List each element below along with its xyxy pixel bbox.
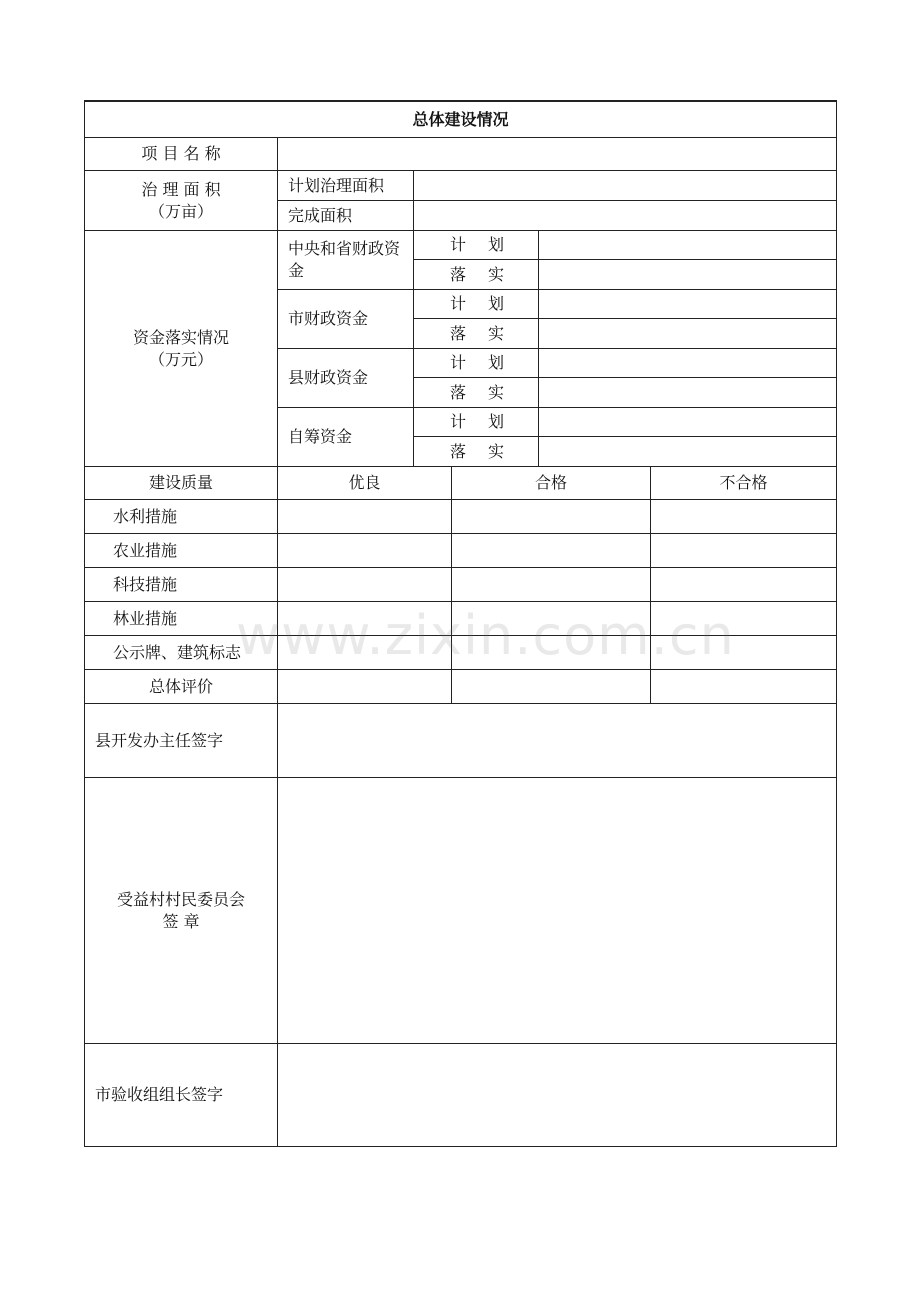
quality-row-label: 水利措施 bbox=[85, 500, 278, 534]
fund-source-self: 自筹资金 bbox=[278, 408, 414, 467]
quality-cell[interactable] bbox=[651, 500, 837, 534]
central-plan-field[interactable] bbox=[539, 231, 837, 260]
quality-row-label: 科技措施 bbox=[85, 568, 278, 602]
self-actual-field[interactable] bbox=[539, 437, 837, 467]
funds-label bbox=[85, 231, 278, 467]
quality-cell[interactable] bbox=[452, 670, 651, 704]
quality-cell[interactable] bbox=[278, 534, 452, 568]
quality-cell[interactable] bbox=[452, 636, 651, 670]
area-label-text: 治 理 面 积 bbox=[141, 179, 221, 199]
planned-area-field[interactable] bbox=[414, 171, 837, 201]
actual-label: 落 实 bbox=[414, 437, 539, 467]
quality-cell[interactable] bbox=[278, 636, 452, 670]
village-committee-line2: 签 章 bbox=[162, 911, 200, 931]
quality-cell[interactable] bbox=[452, 602, 651, 636]
quality-cell[interactable] bbox=[278, 500, 452, 534]
fund-source-central: 中央和省财政资金 bbox=[278, 231, 414, 290]
quality-cell[interactable] bbox=[651, 534, 837, 568]
quality-row-label: 农业措施 bbox=[85, 534, 278, 568]
actual-label: 落 实 bbox=[414, 260, 539, 290]
project-name-field[interactable] bbox=[278, 138, 837, 171]
area-unit: （万亩） bbox=[148, 201, 213, 221]
area-label bbox=[85, 171, 278, 231]
quality-col-pass: 合格 bbox=[452, 467, 651, 500]
funds-unit: （万元） bbox=[148, 349, 213, 369]
quality-cell[interactable] bbox=[651, 602, 837, 636]
county-director-signature-label: 县开发办主任签字 bbox=[85, 704, 278, 778]
quality-row-label: 林业措施 bbox=[85, 602, 278, 636]
completed-area-field[interactable] bbox=[414, 201, 837, 231]
quality-cell[interactable] bbox=[452, 500, 651, 534]
project-name-label: 项 目 名 称 bbox=[85, 138, 278, 171]
plan-label: 计 划 bbox=[414, 408, 539, 437]
city-leader-signature-label: 市验收组组长签字 bbox=[85, 1044, 278, 1147]
quality-cell[interactable] bbox=[452, 568, 651, 602]
watermark: www.zixin.com.cn bbox=[236, 604, 735, 667]
quality-row-label: 总体评价 bbox=[85, 670, 278, 704]
city-plan-field[interactable] bbox=[539, 290, 837, 319]
quality-cell[interactable] bbox=[651, 636, 837, 670]
quality-cell[interactable] bbox=[651, 670, 837, 704]
quality-cell[interactable] bbox=[452, 534, 651, 568]
quality-cell[interactable] bbox=[651, 568, 837, 602]
planned-area-label: 计划治理面积 bbox=[278, 171, 414, 201]
village-committee-label bbox=[85, 778, 278, 1044]
fund-source-city: 市财政资金 bbox=[278, 290, 414, 349]
city-actual-field[interactable] bbox=[539, 319, 837, 349]
plan-label: 计 划 bbox=[414, 231, 539, 260]
central-actual-field[interactable] bbox=[539, 260, 837, 290]
quality-row-label: 公示牌、建筑标志 bbox=[85, 636, 278, 670]
quality-cell[interactable] bbox=[278, 568, 452, 602]
village-committee-line1: 受益村村民委员会 bbox=[116, 889, 245, 909]
plan-label: 计 划 bbox=[414, 290, 539, 319]
completed-area-label: 完成面积 bbox=[278, 201, 414, 231]
plan-label: 计 划 bbox=[414, 349, 539, 378]
quality-col-fail: 不合格 bbox=[651, 467, 837, 500]
county-plan-field[interactable] bbox=[539, 349, 837, 378]
fund-source-county: 县财政资金 bbox=[278, 349, 414, 408]
funds-label-text: 资金落实情况 bbox=[132, 327, 229, 347]
form-title: 总体建设情况 bbox=[85, 101, 837, 138]
quality-cell[interactable] bbox=[278, 602, 452, 636]
quality-col-excellent: 优良 bbox=[278, 467, 452, 500]
village-committee-seal-field[interactable] bbox=[278, 778, 837, 1044]
county-actual-field[interactable] bbox=[539, 378, 837, 408]
quality-label: 建设质量 bbox=[85, 467, 278, 500]
actual-label: 落 实 bbox=[414, 378, 539, 408]
self-plan-field[interactable] bbox=[539, 408, 837, 437]
county-director-signature-field[interactable] bbox=[278, 704, 837, 778]
city-leader-signature-field[interactable] bbox=[278, 1044, 837, 1147]
actual-label: 落 实 bbox=[414, 319, 539, 349]
quality-cell[interactable] bbox=[278, 670, 452, 704]
construction-summary-form bbox=[84, 100, 837, 1147]
